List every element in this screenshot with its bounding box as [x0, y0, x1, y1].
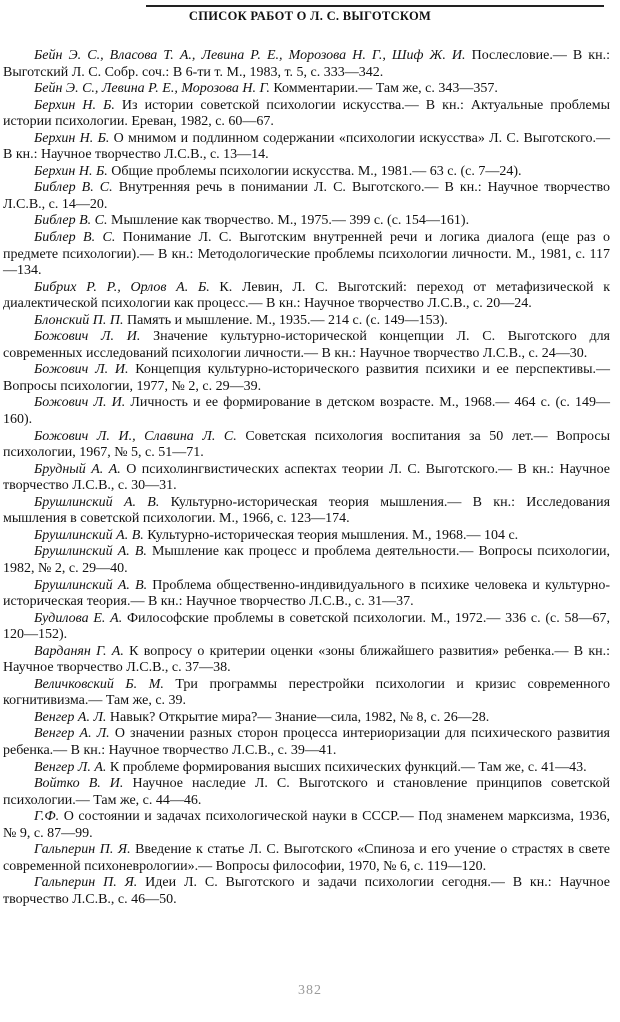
entry-text: Советская психология воспитания за 50 лет.— Вопросы психологии, 1967, № 5, с. 51—71. — [3, 428, 611, 461]
entry-author: Божович Л. И. — [34, 395, 126, 411]
bibliography-entry — [3, 776, 610, 809]
entry-author: Блонский П. П. — [34, 312, 124, 328]
bibliography-entry — [3, 395, 610, 428]
entry-text: Память и мышление. М., 1935.— 214 с. (с. 149—153). — [123, 312, 448, 328]
entry-text: Философские проблемы в советской психологии. М., 1972.— 336 с. (с. 58—67, 120—152). — [3, 610, 611, 643]
bibliography-list — [3, 48, 610, 908]
entry-author: Брушлинский А. В. — [34, 577, 148, 593]
entry-author: Брушлинский А. В. — [34, 494, 160, 510]
bibliography-entry — [3, 362, 610, 395]
entry-author: Брудный А. А. — [34, 461, 121, 477]
bibliography-entry — [3, 180, 610, 213]
bibliography-entry — [3, 429, 610, 462]
running-header: СПИСОК РАБОТ О Л. С. ВЫГОТСКОМ — [188, 9, 432, 23]
bibliography-entry — [3, 98, 610, 131]
entry-text: Послесловие.— В кн.: Выготский Л. С. Собр. соч.: В 6-ти т. М., 1983, т. 5, с. 333—342. — [3, 48, 610, 80]
entry-author: Венгер Л. А. — [34, 759, 107, 775]
entry-text: Научное наследие Л. С. Выготского и становление принципов советской психологии.— Там же, с. 44—46. — [3, 776, 611, 808]
entry-text: Введение к статье Л. С. Выготского «Спиноза и его учение о страстях в свете современной психоневрологии».— Вопросы философии, 1970, № 6, с. 119—120. — [3, 842, 611, 874]
entry-text: Культурно-историческая теория мышления. М., 1968.— 104 с. — [143, 527, 519, 543]
entry-text: О психолингвистических аспектах теории Л. С. Выготского.— В кн.: Научное творчество Л.С.В., с. 30—31. — [3, 461, 610, 494]
entry-author: Берхин Н. Б. — [34, 163, 108, 179]
bibliography-entry — [3, 313, 610, 330]
bibliography-entry — [3, 760, 610, 777]
bibliography-entry — [3, 644, 610, 677]
bibliography-entry — [3, 677, 610, 710]
entry-text: Идеи Л. С. Выготского и задачи психологии сегодня.— В кн.: Научное творчество Л.С.В., с. 46—50. — [3, 875, 611, 907]
entry-text: Из истории советской психологии искусства.— В кн.: Актуальные проблемы истории психологии. Ереван, 1982, с. 60—67. — [3, 97, 611, 130]
entry-author: Варданян Г. А. — [34, 643, 124, 659]
entry-text: Мышление как творчество. М., 1975.— 399 с. (с. 154—161). — [107, 213, 470, 229]
entry-author: Гальперин П. Я. — [34, 875, 138, 891]
bibliography-entry — [3, 280, 610, 313]
entry-author: Величковский Б. М. — [34, 676, 164, 692]
bibliography-entry — [3, 809, 610, 842]
entry-author: Берхин Н. Б. — [34, 130, 110, 146]
entry-text: Личность и ее формирование в детском возрасте. М., 1968.— 464 с. (с. 149—160). — [3, 395, 610, 428]
bibliography-entry — [3, 726, 610, 759]
entry-text: К проблеме формирования высших психических функций.— Там же, с. 41—43. — [106, 759, 587, 775]
entry-author: Бейн Э. С., Левина Р. Е., Морозова Н. Г. — [34, 81, 270, 97]
entry-text: Внутренняя речь в понимании Л. С. Выготского.— В кн.: Научное творчество Л.С.В., с. 14—20. — [3, 180, 610, 212]
entry-text: О состоянии и задачах психологической науки в СССР.— Под знаменем марксизма, 1936, № 9, с. 87—99. — [3, 809, 610, 841]
bibliography-entry — [3, 875, 610, 908]
entry-author: Будилова Е. А. — [34, 610, 123, 626]
entry-text: Три программы перестройки психологии и кризис современного когнитивизма.— Там же, с. 39. — [3, 676, 610, 709]
bibliography-entry — [3, 131, 610, 164]
entry-text: Комментарии.— Там же, с. 343—357. — [269, 81, 498, 97]
entry-text: Мышление как процесс и проблема деятельности.— Вопросы психологии, 1982, № 2, с. 29—40. — [3, 544, 611, 576]
entry-author: Венгер А. Л. — [34, 709, 107, 725]
entry-author: Бейн Э. С., Власова Т. А., Левина Р. Е., Морозова Н. Г., Шиф Ж. И. — [34, 48, 466, 63]
entry-author: Брушлинский А. В. — [34, 544, 147, 560]
entry-author: Венгер А. Л. — [34, 726, 110, 742]
entry-text: Понимание Л. С. Выготским внутренней речи и логика диалога (еще раз о предмете психологии).— В кн.: Методологические проблемы психологии личности. М., 1981, с. 117—134. — [3, 230, 610, 279]
page-number: 382 — [298, 983, 322, 998]
entry-author: Божович Л. И. — [34, 362, 129, 378]
bibliography-entry — [3, 213, 610, 230]
bibliography-entry — [3, 48, 610, 81]
entry-author: Божович Л. И., Славина Л. С. — [34, 428, 237, 444]
bibliography-entry — [3, 164, 610, 181]
bibliography-entry — [3, 462, 610, 495]
bibliography-entry — [3, 528, 610, 545]
entry-author: Божович Л. И. — [34, 329, 141, 345]
entry-author: Библер В. С. — [34, 180, 113, 196]
bibliography-entry — [3, 329, 610, 362]
entry-text: Культурно-историческая теория мышления.— В кн.: Исследования мышления в советской психологии. М., 1966, с. 123—174. — [3, 494, 611, 527]
entry-text: Навык? Открытие мира?— Знание—сила, 1982, № 8, с. 26—28. — [106, 709, 490, 725]
entry-text: О мнимом и подлинном содержании «психологии искусства» Л. С. Выготского.— В кн.: Научное творчество Л.С.В., с. 13—14. — [3, 130, 611, 163]
entry-author: Берхин Н. Б. — [34, 97, 115, 113]
header-rule — [146, 5, 604, 7]
entry-text: К. Левин, Л. С. Выготский: переход от метафизической к диалектической психологии как процесс.— В кн.: Научное творчество Л.С.В., с. 20—24. — [3, 279, 610, 312]
bibliography-entry — [3, 710, 610, 727]
entry-text: Значение культурно-исторической концепции Л. С. Выготского для современных исследований психологии личности.— В кн.: Научное творчество Л.С.В., с. 24—30. — [3, 329, 610, 361]
bibliography-entry — [3, 230, 610, 280]
bibliography-entry — [3, 842, 610, 875]
bibliography-entry — [3, 544, 610, 577]
bibliography-entry — [3, 495, 610, 528]
entry-text: О значении разных сторон процесса интериоризации для психического развития ребенка.— В кн.: Научное творчество Л.С.В., с. 39—41. — [3, 726, 610, 758]
entry-text: Концепция культурно-исторического развития психики и ее перспективы.— Вопросы психологии, 1977, № 2, с. 29—39. — [3, 362, 611, 394]
entry-author: Г.Ф. — [34, 809, 60, 825]
entry-author: Войтко В. И. — [34, 776, 124, 792]
bibliography-entry — [3, 611, 610, 644]
entry-text: К вопросу о критерии оценки «зоны ближайшего развития» ребенка.— В кн.: Научное творчество Л.С.В., с. 37—38. — [3, 643, 610, 676]
bibliography-entry — [3, 81, 610, 98]
bibliography-entry — [3, 578, 610, 611]
entry-author: Библер В. С. — [34, 213, 108, 229]
entry-author: Гальперин П. Я. — [34, 842, 131, 858]
entry-text: Проблема общественно-индивидуального в психике человека и культурно-историческая теория.— В кн.: Научное творчество Л.С.В., с. 31—37. — [3, 577, 610, 610]
entry-author: Библер В. С. — [34, 230, 116, 246]
entry-author: Брушлинский А. В. — [34, 527, 144, 543]
entry-author: Бибрих Р. Р., Орлов А. Б. — [34, 279, 210, 295]
entry-text: Общие проблемы психологии искусства. М., 1981.— 63 с. (с. 7—24). — [107, 163, 522, 179]
